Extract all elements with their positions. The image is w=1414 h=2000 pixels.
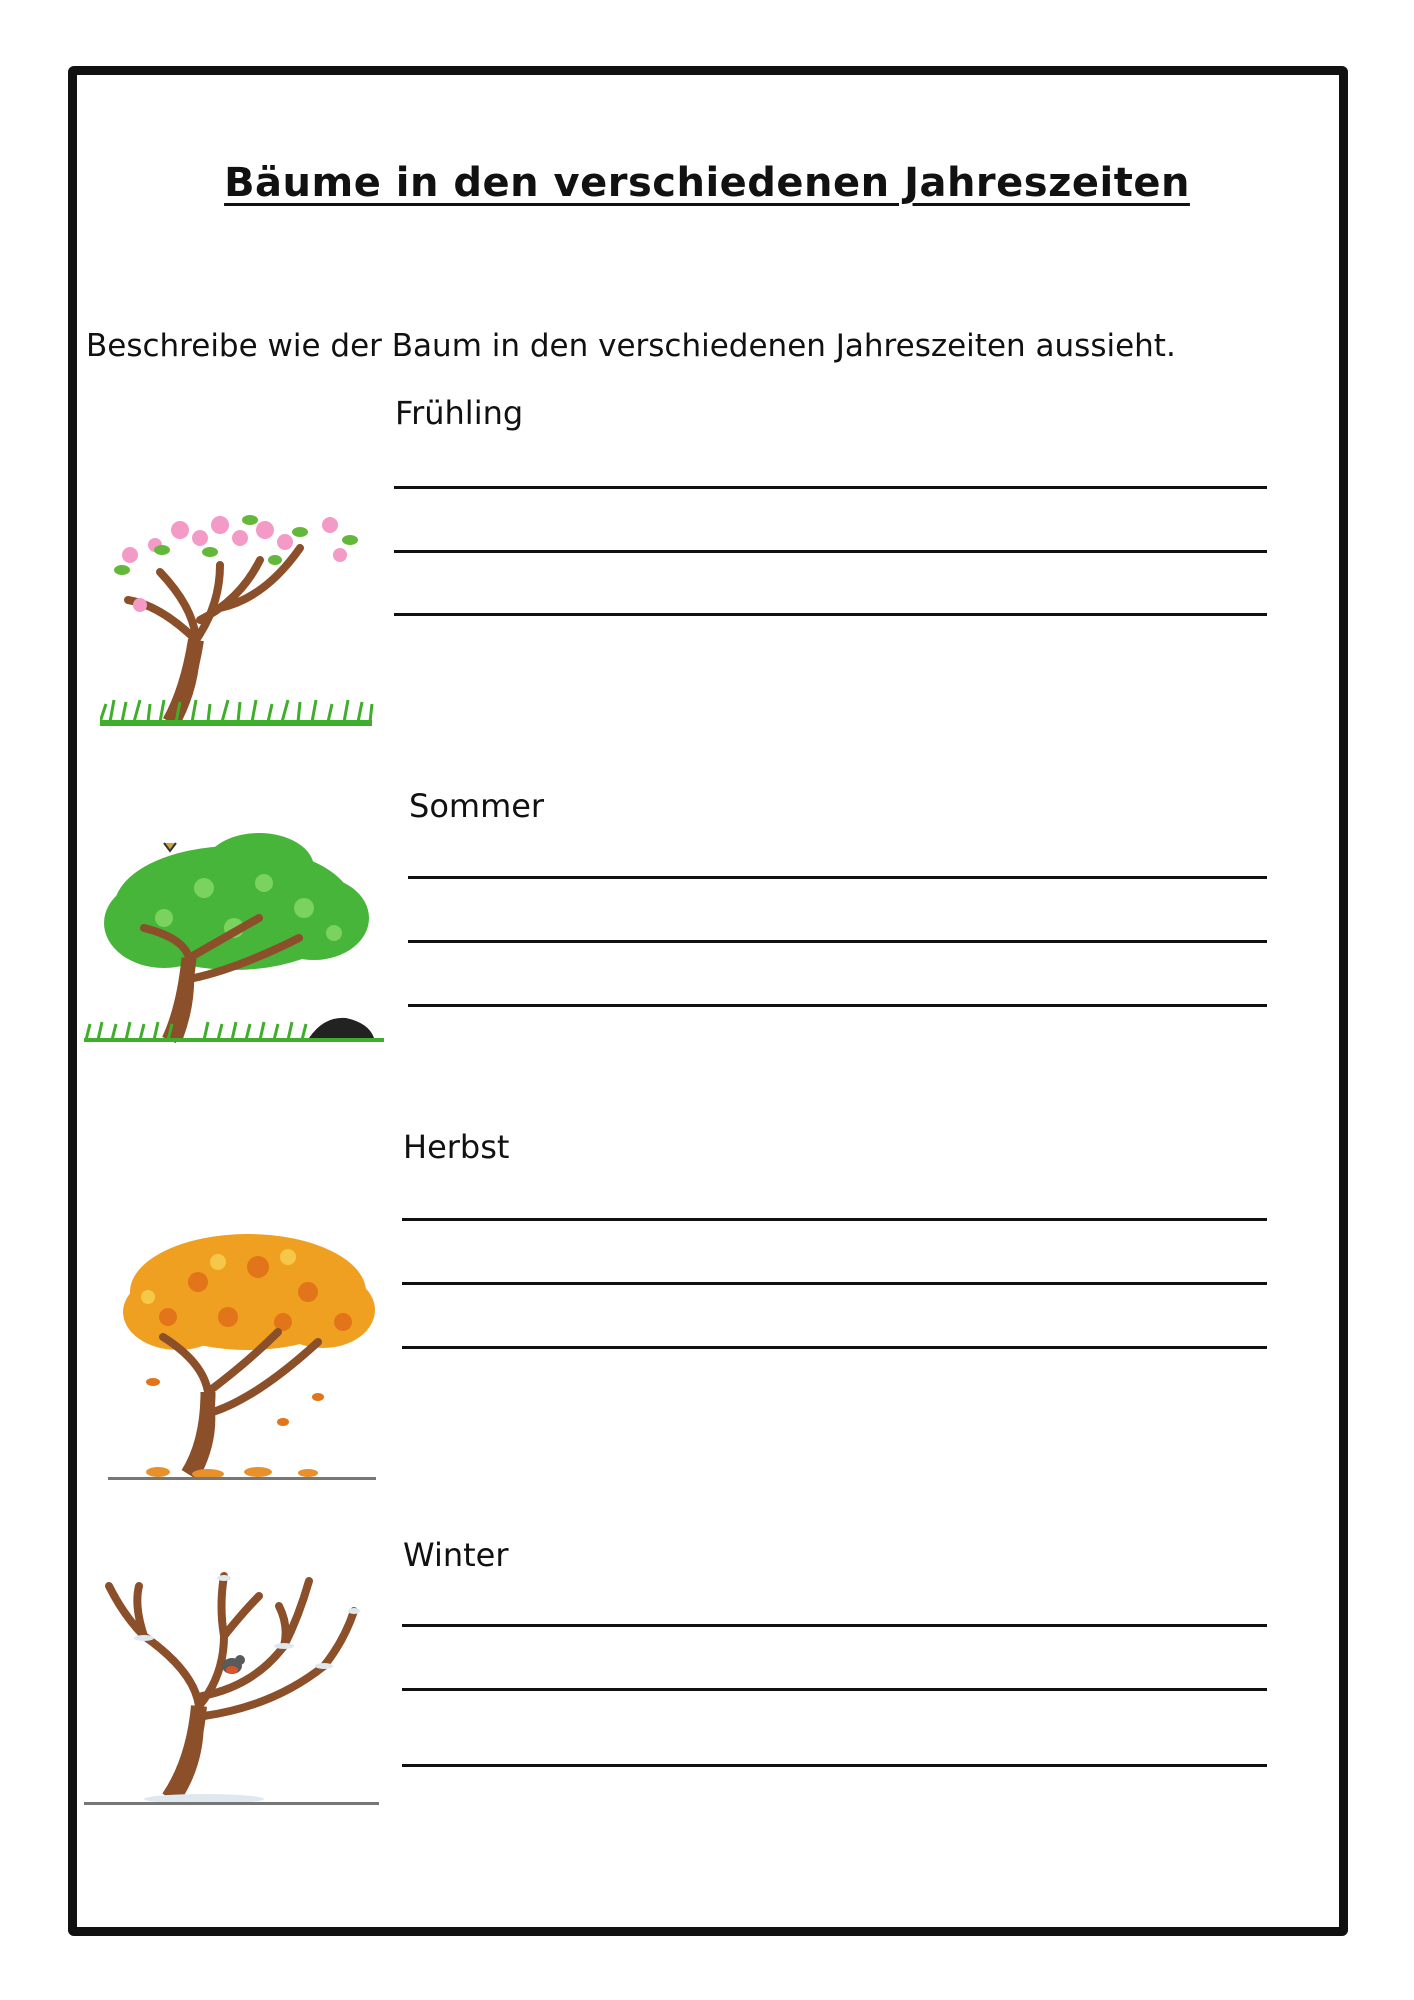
writing-line[interactable]: [394, 486, 1267, 489]
spring-tree-icon: [100, 490, 375, 730]
writing-line[interactable]: [402, 1218, 1267, 1221]
instruction-text: Beschreibe wie der Baum in den verschiedenen Jahreszeiten aussieht.: [86, 328, 1176, 364]
season-label-spring: Frühling: [395, 394, 524, 432]
writing-line[interactable]: [402, 1764, 1267, 1767]
writing-line[interactable]: [408, 940, 1267, 943]
writing-line[interactable]: [394, 550, 1267, 553]
writing-line[interactable]: [408, 876, 1267, 879]
season-label-autumn: Herbst: [403, 1128, 510, 1166]
writing-line[interactable]: [394, 613, 1267, 616]
worksheet-title: Bäume in den verschiedenen Jahreszeiten: [224, 160, 1190, 206]
winter-tree-icon: [84, 1556, 384, 1806]
summer-tree-icon: [84, 828, 389, 1058]
autumn-tree-icon: [108, 1222, 383, 1482]
writing-line[interactable]: [402, 1624, 1267, 1627]
writing-line[interactable]: [402, 1688, 1267, 1691]
writing-line[interactable]: [408, 1004, 1267, 1007]
season-label-winter: Winter: [403, 1536, 509, 1574]
season-label-summer: Sommer: [409, 787, 545, 825]
writing-line[interactable]: [402, 1346, 1267, 1349]
writing-line[interactable]: [402, 1282, 1267, 1285]
